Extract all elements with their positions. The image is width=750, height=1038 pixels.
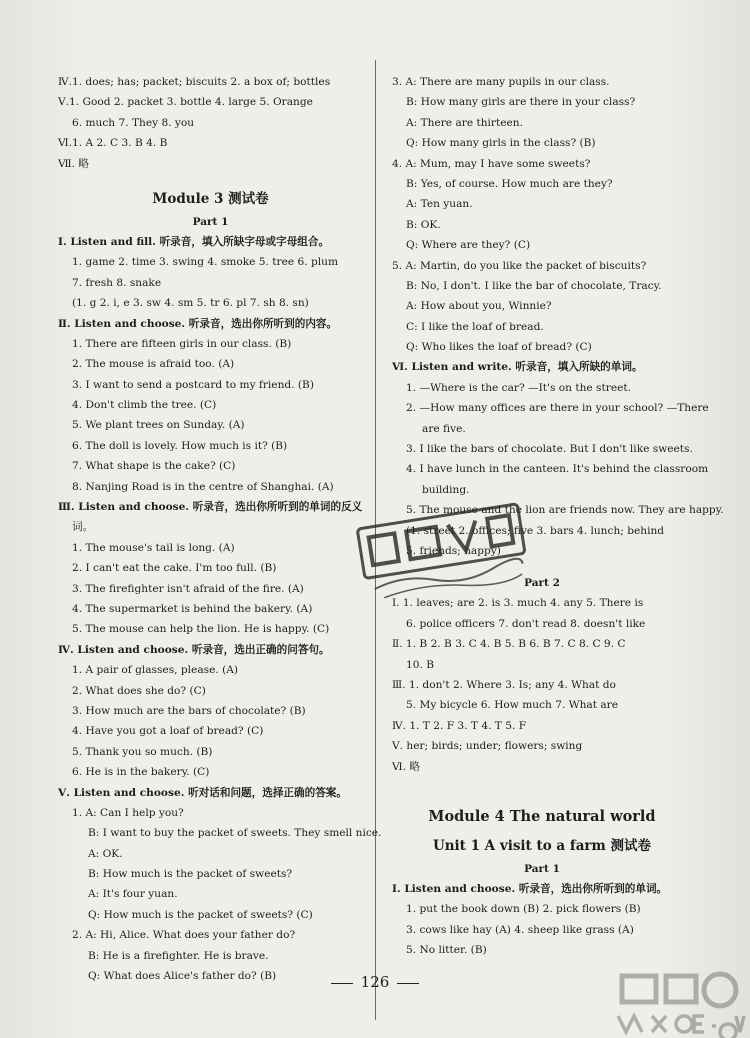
answer-line: 7. What shape is the cake? (C) xyxy=(72,460,236,473)
page-number-text: 126 xyxy=(360,973,390,991)
answer-line: 1. put the book down (B) 2. pick flowers (B) xyxy=(406,903,641,916)
page-number xyxy=(300,973,450,991)
answer-line: 10. B xyxy=(406,658,434,671)
part-heading: Part 2 xyxy=(524,577,560,590)
answer-line: Ⅴ. her; birds; under; flowers; swing xyxy=(392,740,583,753)
answer-line: A: There are thirteen. xyxy=(406,116,523,129)
answer-line: 7. fresh 8. snake xyxy=(72,276,162,289)
exercise-instruction: Ⅴ. Listen and choose. 听对话和问题，选择正确的答案。 xyxy=(58,786,347,799)
answer-line: 5. No litter. (B) xyxy=(406,944,487,957)
answer-line: Ⅲ. 1. don't 2. Where 3. Is; any 4. What do xyxy=(392,678,616,691)
answer-line: B: OK. xyxy=(406,218,441,231)
answer-line: Ⅵ.1. A 2. C 3. B 4. B xyxy=(58,137,168,150)
answer-line: A: OK. xyxy=(88,847,123,860)
part-heading: Part 1 xyxy=(192,215,229,228)
answer-line: Ⅰ. 1. leaves; are 2. is 3. much 4. any 5. There is xyxy=(392,597,644,610)
answer-line: 5. We plant trees on Sunday. (A) xyxy=(72,419,245,432)
answer-line: 5. My bicycle 6. How much 7. What are xyxy=(406,699,619,712)
answer-line: Ⅵ. 略 xyxy=(392,760,420,773)
spacer xyxy=(392,777,692,801)
answer-line: Q: How many girls in the class? (B) xyxy=(406,137,596,150)
answer-line: B: How much is the packet of sweets? xyxy=(88,868,293,881)
section-heading: Unit 1 A visit to a farm 测试卷 xyxy=(432,837,652,854)
section-heading: Module 4 The natural world xyxy=(428,807,656,825)
answer-line: 4. The supermarket is behind the bakery. (A) xyxy=(72,602,313,615)
answer-line: 3. How much are the bars of chocolate? (B) xyxy=(72,704,306,717)
answer-line: 3. The firefighter isn't afraid of the fire. (A) xyxy=(72,582,304,595)
answer-line: B: He is a firefighter. He is brave. xyxy=(88,949,269,962)
exercise-instruction: Ⅲ. Listen and choose. 听录音，选出你所听到的单词的反义 xyxy=(58,501,363,514)
exercise-instruction: Ⅰ. Listen and fill. 听录音，填入所缺字母或字母组合。 xyxy=(58,235,330,248)
answer-line: 5. friends; happy) xyxy=(406,544,501,557)
answer-line: 2. —How many offices are there in your school? —There xyxy=(406,402,709,415)
answer-line: (1. street 2. offices; five 3. bars 4. lunch; behind xyxy=(406,524,665,537)
watermark-logo xyxy=(612,968,750,1038)
spacer xyxy=(58,174,363,186)
answer-line: 5. The mouse can help the lion. He is happy. (C) xyxy=(72,623,330,636)
answer-line: (1. g 2. i, e 3. sw 4. sm 5. tr 6. pl 7. sh 8. sn) xyxy=(72,297,309,310)
answer-line: Q: What does Alice's father do? (B) xyxy=(88,970,277,983)
answer-line: Ⅴ.1. Good 2. packet 3. bottle 4. large 5. Orange xyxy=(58,96,313,109)
answer-line: A: How about you, Winnie? xyxy=(406,300,552,313)
exercise-instruction: Ⅳ. Listen and choose. 听录音，选出正确的问答句。 xyxy=(58,643,330,656)
exercise-instruction: Ⅰ. Listen and choose. 听录音，选出你所听到的单词。 xyxy=(392,882,668,895)
answer-line: 1. game 2. time 3. swing 4. smoke 5. tree 6. plum xyxy=(72,256,339,269)
answer-line: 3. A: There are many pupils in our class. xyxy=(392,76,610,88)
answer-line: A: Ten yuan. xyxy=(406,198,473,211)
answer-line: 4. I have lunch in the canteen. It's behind the classroom xyxy=(406,463,709,476)
answer-line: Ⅱ. 1. B 2. B 3. C 4. B 5. B 6. B 7. C 8. C 9. C xyxy=(392,638,626,651)
answer-line: 3. I like the bars of chocolate. But I don't like sweets. xyxy=(406,443,693,456)
answer-line: 2. I can't eat the cake. I'm too full. (B) xyxy=(72,562,277,575)
answer-line: Q: Who likes the loaf of bread? (C) xyxy=(406,341,592,354)
answer-line: 1. —Where is the car? —It's on the street. xyxy=(406,381,631,394)
answer-line: 8. Nanjing Road is in the centre of Shanghai. (A) xyxy=(72,480,334,493)
answer-line: 词。 xyxy=(72,521,94,534)
answer-line: B: No, I don't. I like the bar of chocolate, Tracy. xyxy=(406,279,662,292)
exercise-instruction: Ⅵ. Listen and write. 听录音，填入所缺的单词。 xyxy=(392,361,643,374)
answer-line: 1. The mouse's tail is long. (A) xyxy=(72,541,235,554)
answer-line: Ⅳ. 1. T 2. F 3. T 4. T 5. F xyxy=(392,719,527,732)
answer-line: Ⅶ. 略 xyxy=(58,157,90,170)
answer-line: 4. A: Mum, may I have some sweets? xyxy=(392,157,591,170)
answer-line: 4. Have you got a loaf of bread? (C) xyxy=(72,725,264,738)
exercise-instruction: Ⅱ. Listen and choose. 听录音，选出你所听到的内容。 xyxy=(58,317,338,330)
answer-line: 2. A: Hi, Alice. What does your father do? xyxy=(72,929,296,942)
part-heading: Part 1 xyxy=(524,862,560,875)
section-heading: Module 3 测试卷 xyxy=(152,190,269,207)
answer-line: 6. much 7. They 8. you xyxy=(72,116,195,129)
answer-line: 1. A: Can I help you? xyxy=(72,806,184,819)
answer-line: B: How many girls are there in your class? xyxy=(406,96,636,109)
answer-line: B: I want to buy the packet of sweets. They smell nice. xyxy=(88,827,382,840)
answer-line: Q: How much is the packet of sweets? (C) xyxy=(88,908,313,921)
answer-line: A: It's four yuan. xyxy=(88,888,178,901)
answer-line: C: I like the loaf of bread. xyxy=(406,320,544,333)
answer-line: 3. cows like hay (A) 4. sheep like grass (A) xyxy=(406,923,634,936)
answer-line: building. xyxy=(422,483,470,496)
answer-line: are five. xyxy=(422,422,466,435)
answer-line: 5. Thank you so much. (B) xyxy=(72,745,213,758)
answer-line: 1. A pair of glasses, please. (A) xyxy=(72,664,238,677)
answer-line: 5. A: Martin, do you like the packet of biscuits? xyxy=(392,259,647,272)
answer-line: 2. The mouse is afraid too. (A) xyxy=(72,358,235,371)
answer-line: 6. police officers 7. don't read 8. doesn't like xyxy=(406,617,646,630)
answer-line: 6. The doll is lovely. How much is it? (B) xyxy=(72,439,288,452)
answer-line: 2. What does she do? (C) xyxy=(72,684,206,697)
answer-line: 6. He is in the bakery. (C) xyxy=(72,766,210,779)
answer-line: 5. The mouse and the lion are friends now. They are happy. xyxy=(406,504,724,517)
answer-line: Ⅳ.1. does; has; packet; biscuits 2. a box of; bottles xyxy=(58,76,331,88)
answer-line: B: Yes, of course. How much are they? xyxy=(406,177,613,190)
answer-line: 3. I want to send a postcard to my friend. (B) xyxy=(72,378,314,391)
answer-line: Q: Where are they? (C) xyxy=(406,239,531,252)
answer-line: 1. There are fifteen girls in our class. (B) xyxy=(72,337,292,350)
answer-line: 4. Don't climb the tree. (C) xyxy=(72,399,217,412)
